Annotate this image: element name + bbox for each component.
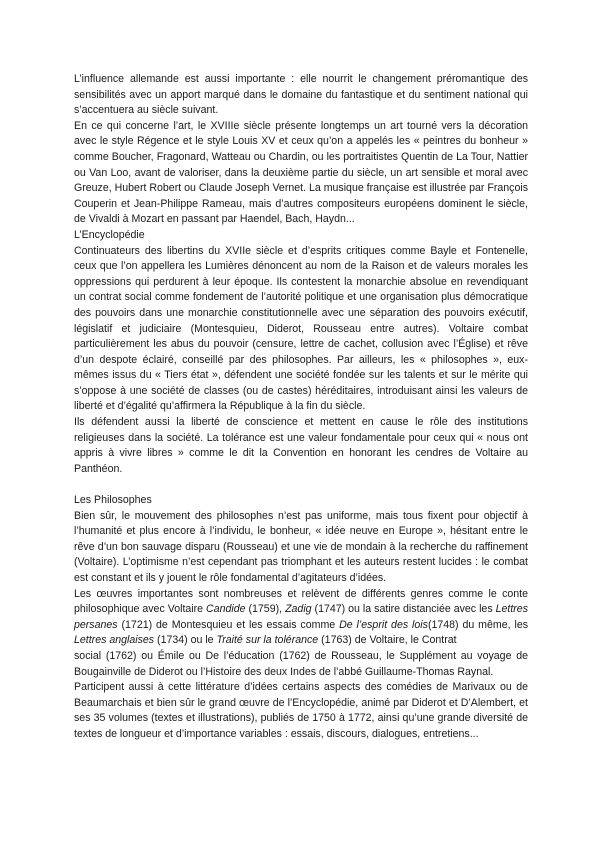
text-run: (1759), [245,603,286,616]
heading-encyclopedie: L’Encyclopédie [74,228,145,241]
paragraph-art-music: En ce qui concerne l’art, le XVIIIe siècle présente longtemps un art tourné vers la décoration avec le style Régence et le style Louis XV et ceux qu’on a appelés les « peintres du bonheur » comme Boucher, Fragonard, Watteau ou Chardin, ou les portraitistes Quentin de La Tour, Nattier ou Van Loo, avant de valoriser, dans la deuxième partie du siècle, un art sensible et moral avec Greuze, Hubert Robert ou Claude Joseph Vernet. La musique française est illustrée par François Couperin et Jean-Philippe Rameau, mais d’autres compositeurs européens dominent le siècle, de Vivaldi à Mozart en passant par Haendel, Bach, Haydn... [74,119,529,226]
title-lettres-persanes: Lettres persanes [74,603,528,631]
text-run: (1734) ou le [154,634,217,647]
text-run: (1763) de Voltaire, le Contrat [318,634,457,647]
title-zadig: Zadig [285,603,312,616]
paragraph-rousseau-diderot: social (1762) ou Émile ou De l’éducation (1762) de Rousseau, le Supplément au voyage de Bougainville de Diderot ou l’Histoire des deux Indes de l’abbé Guillaume-Thomas Raynal. [74,649,528,678]
text-run: (1747) ou la satire distanciée avec les [311,603,496,616]
paragraph-spacer [74,477,528,493]
paragraph-lumieres: Continuateurs des libertins du XVIIe siècle et d’esprits critiques comme Bayle et Fontenelle, ceux que l’on appellera les Lumières dénoncent au nom de la Raison et de valeurs morales les oppressions qui perdurent à leur époque. Ils contestent la monarchie absolue en revendiquant un contrat social comme fondement de l’autorité politique et une organisation plus démocratique des pouvoirs dans une monarchie constitutionnelle avec une séparation des pouvoirs exécutif, législatif et judiciaire (Montesquieu, Diderot, Rousseau entre autres). Voltaire combat particulièrement les abus du pouvoir (censure, lettre de cachet, collusion avec l’Église) et rêve d’un despote éclairé, conseillé par des philosophes. Par ailleurs, les « philosophes », eux-mêmes issus du « Tiers état », défendent une société fondée sur les talents et sur le mérite qui s’oppose à une société de classes (ou de castes) héréditaires, introduisant ainsi les valeurs de liberté et d’égalité qu’affirmera la République à la fin du siècle. [74,244,528,413]
document-page [74,72,528,743]
paragraph-oeuvres [74,587,528,649]
paragraph-german-influence: L’influence allemande est aussi importante : elle nourrit le changement préromantique des sensibilités avec un apport marqué dans le domaine du fantastique et du sentiment national qui s’accentuera au siècle suivant. [74,73,528,117]
paragraph-marivaux-encyclopedie: Participent aussi à cette littérature d’idées certains aspects des comédies de Marivaux ou de Beaumarchais et bien sûr le grand œuvre de l’Encyclopédie, animé par Diderot et D’Alembert, et ses 35 volumes (textes et illustrations), publiés de 1750 à 1772, ainsi qu’une grande diversité de textes de longueur et d’importance variables : essais, discours, dialogues, entretiens... [74,681,528,740]
text-run: (1721) de Montesquieu et les essais comme [117,618,340,631]
heading-philosophes: Les Philosophes [74,494,152,507]
title-esprit-des-lois: De l’esprit des lois [339,618,428,631]
text-run: (1748) du même, les [427,618,529,631]
title-candide: Candide [206,603,246,616]
paragraph-tolerance: Ils défendent aussi la liberté de conscience et mettent en cause le rôle des institutions religieuses dans la société. La tolérance est une valeur fondamentale pour ceux qui « nous ont appris à vivre libres » comme le dit la Convention en honorant les cendres de Voltaire au Panthéon. [74,416,528,475]
title-traite-tolerance: Traité sur la tolérance [216,634,319,647]
text-run: Les œuvres importantes sont nombreuses et relèvent de différents genres comme le conte philosophique avec Voltaire [74,587,528,616]
title-lettres-anglaises: Lettres anglaises [74,634,155,647]
paragraph-bonheur: Bien sûr, le mouvement des philosophes n’est pas uniforme, mais tous fixent pour objectif à l’humanité et plus encore à l’individu, le bonheur, « idée neuve en Europe », hésitant entre le rêve d’un bon sauvage disparu (Rousseau) et une vie de mondain à la recherche du raffinement (Voltaire). L’optimisme n’est cependant pas triomphant et les auteurs restent lucides : le combat est constant et ils y jouent le rôle fondamental d’agitateurs d’idées. [74,509,528,584]
